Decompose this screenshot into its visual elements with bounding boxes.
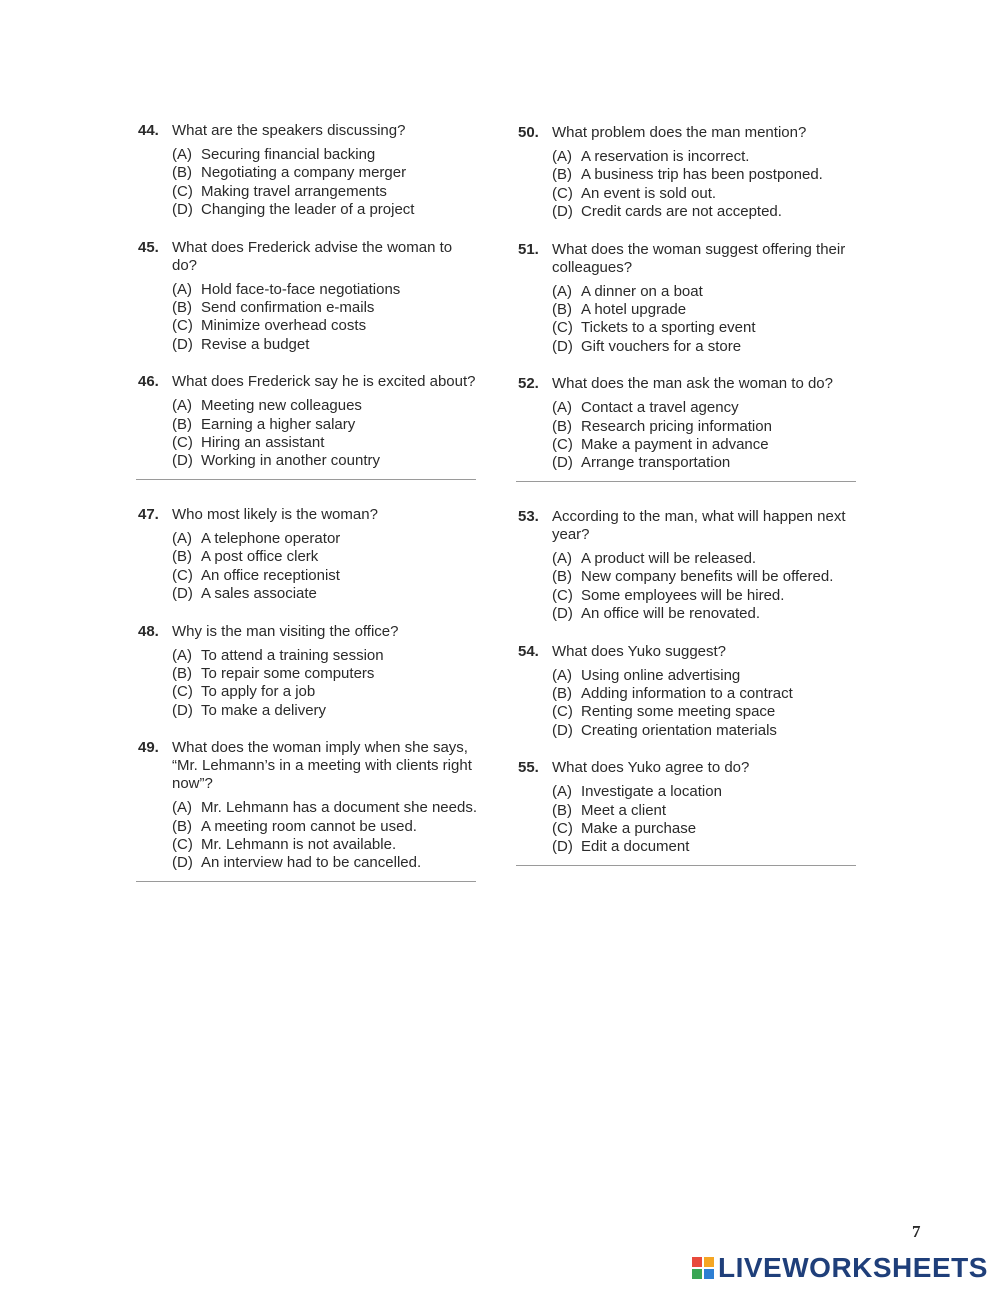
question-number: 53. [518, 507, 539, 525]
option-text: A hotel upgrade [581, 301, 687, 319]
option-letter: (D) [552, 605, 573, 623]
option-text: Hiring an assistant [201, 434, 325, 452]
option-text: Contact a travel agency [581, 399, 739, 417]
option-text: To make a delivery [201, 701, 327, 719]
option-letter: (A) [552, 399, 572, 417]
option-letter: (A) [552, 148, 572, 165]
option-text: Adding information to a contract [581, 684, 793, 702]
option-text: Tickets to a sporting event [581, 319, 756, 337]
option-text: A reservation is incorrect. [581, 148, 750, 165]
option-letter: (D) [172, 854, 193, 872]
question-53 [518, 508, 863, 624]
answer-option[interactable] [552, 319, 863, 337]
answer-option[interactable] [552, 283, 863, 301]
question-44 [138, 122, 478, 220]
answer-option[interactable] [552, 338, 863, 356]
answer-options [172, 397, 478, 471]
answer-option[interactable] [552, 605, 863, 623]
option-text: An interview had to be cancelled. [201, 854, 422, 872]
question-46 [138, 373, 478, 471]
question-49 [138, 739, 478, 873]
brand-name: LIVEWORKSHEETS [718, 1252, 988, 1283]
logo-square [692, 1269, 702, 1279]
question-number: 48. [138, 622, 159, 640]
answer-options [552, 550, 863, 624]
question-47 [138, 506, 478, 604]
answer-option[interactable] [552, 802, 863, 820]
question-text: What does Yuko suggest? [552, 642, 727, 660]
option-text: A meeting room cannot be used. [201, 817, 417, 835]
option-letter: (B) [172, 415, 192, 433]
option-letter: (D) [172, 701, 193, 719]
logo-square [692, 1257, 702, 1267]
answer-option[interactable] [172, 854, 478, 872]
option-text: Mr. Lehmann is not available. [201, 835, 397, 853]
answer-option[interactable] [172, 397, 478, 415]
question-number: 51. [518, 240, 539, 258]
option-letter: (C) [552, 436, 573, 454]
question-heading [518, 643, 863, 661]
question-heading [138, 122, 478, 140]
answer-option[interactable] [552, 820, 863, 838]
answer-option[interactable] [172, 183, 478, 201]
answer-option[interactable] [172, 567, 478, 585]
answer-option[interactable] [172, 818, 478, 836]
question-number: 54. [518, 642, 539, 660]
question-heading [518, 241, 863, 277]
option-text: Some employees will be hired. [581, 586, 785, 604]
answer-option[interactable] [172, 548, 478, 566]
option-letter: (D) [552, 203, 573, 221]
answer-option[interactable] [552, 722, 863, 740]
option-text: Send confirmation e-mails [201, 299, 375, 317]
answer-option[interactable] [552, 454, 863, 472]
answer-option[interactable] [552, 399, 863, 417]
question-heading [138, 239, 478, 275]
question-number: 45. [138, 238, 159, 256]
option-text: Arrange transportation [581, 454, 731, 472]
question-text: What does the man ask the woman to do? [552, 375, 833, 393]
option-letter: (C) [172, 835, 193, 853]
answer-option[interactable] [552, 166, 863, 184]
option-text: Research pricing information [581, 417, 772, 435]
option-text: Securing financial backing [201, 146, 376, 163]
option-text: Meet a client [581, 801, 667, 819]
answer-option[interactable] [172, 452, 478, 470]
option-letter: (B) [552, 166, 572, 184]
question-51 [518, 241, 863, 357]
option-letter: (C) [172, 683, 193, 701]
option-letter: (B) [552, 301, 572, 319]
question-number: 49. [138, 739, 159, 757]
option-letter: (A) [172, 529, 192, 547]
option-letter: (C) [172, 434, 193, 452]
question-text: What are the speakers discussing? [172, 122, 406, 139]
question-text: What problem does the man mention? [552, 124, 807, 141]
option-text: To attend a training session [201, 646, 384, 664]
answer-options [172, 647, 478, 721]
option-text: Working in another country [201, 452, 380, 470]
answer-option[interactable] [172, 281, 478, 299]
answer-option[interactable] [552, 685, 863, 703]
answer-option[interactable] [552, 203, 863, 221]
option-text: An event is sold out. [581, 184, 717, 202]
answer-option[interactable] [172, 336, 478, 354]
answer-option[interactable] [552, 550, 863, 568]
question-number: 55. [518, 759, 539, 777]
question-text: What does Yuko agree to do? [552, 759, 750, 777]
answer-option[interactable] [172, 585, 478, 603]
answer-options [172, 530, 478, 604]
option-letter: (A) [552, 783, 572, 801]
question-number: 44. [138, 122, 159, 139]
section-divider [136, 479, 476, 480]
option-letter: (A) [172, 646, 192, 664]
question-heading [138, 623, 478, 641]
logo-square [704, 1257, 714, 1267]
answer-option[interactable] [172, 146, 478, 164]
option-letter: (A) [172, 397, 192, 415]
answer-option[interactable] [552, 301, 863, 319]
question-text: What does Frederick say he is excited about? [172, 373, 476, 391]
option-letter: (A) [172, 146, 192, 163]
answer-option[interactable] [172, 647, 478, 665]
option-letter: (C) [552, 703, 573, 721]
question-48 [138, 623, 478, 721]
answer-option[interactable] [552, 148, 863, 166]
answer-option[interactable] [552, 838, 863, 856]
answer-option[interactable] [552, 568, 863, 586]
option-letter: (D) [552, 337, 573, 355]
answer-option[interactable] [552, 436, 863, 454]
option-letter: (A) [552, 282, 572, 300]
question-heading [138, 739, 478, 793]
answer-option[interactable] [172, 299, 478, 317]
answer-option[interactable] [172, 799, 478, 817]
question-heading [518, 759, 863, 777]
option-letter: (D) [552, 721, 573, 739]
logo-square [704, 1269, 714, 1279]
answer-options [172, 146, 478, 220]
question-52 [518, 375, 863, 473]
question-heading [518, 508, 863, 544]
answer-options [552, 399, 863, 473]
question-heading [518, 124, 863, 142]
question-text: Who most likely is the woman? [172, 505, 378, 523]
option-text: Renting some meeting space [581, 703, 776, 721]
option-letter: (C) [552, 819, 573, 837]
answer-option[interactable] [172, 434, 478, 452]
option-text: Meeting new colleagues [201, 397, 362, 415]
option-text: Making travel arrangements [201, 182, 387, 200]
left-question-column [138, 122, 478, 908]
question-50 [518, 124, 863, 222]
option-text: Make a purchase [581, 819, 697, 837]
option-text: A product will be released. [581, 549, 757, 567]
option-letter: (D) [172, 452, 193, 470]
question-heading [518, 375, 863, 393]
answer-options [552, 148, 863, 222]
option-letter: (B) [552, 801, 572, 819]
option-letter: (C) [172, 566, 193, 584]
option-text: A sales associate [201, 585, 317, 603]
right-question-column [518, 124, 863, 892]
answer-option[interactable] [172, 416, 478, 434]
answer-options [552, 283, 863, 357]
page-number: 7 [912, 1222, 921, 1241]
section-divider [516, 481, 856, 482]
option-text: Hold face-to-face negotiations [201, 280, 401, 298]
option-text: Make a payment in advance [581, 436, 769, 454]
question-number: 50. [518, 124, 539, 141]
option-text: A post office clerk [201, 548, 319, 566]
section-divider [516, 865, 856, 866]
option-letter: (D) [172, 201, 193, 219]
option-letter: (A) [172, 280, 192, 298]
option-letter: (A) [552, 549, 572, 567]
option-text: Using online advertising [581, 666, 741, 684]
option-letter: (B) [172, 299, 192, 317]
option-text: A telephone operator [201, 529, 341, 547]
answer-option[interactable] [552, 185, 863, 203]
option-text: An office will be renovated. [581, 605, 760, 623]
option-letter: (D) [172, 585, 193, 603]
option-text: Revise a budget [201, 335, 310, 353]
option-letter: (D) [552, 454, 573, 472]
option-letter: (B) [172, 548, 192, 566]
section-divider [136, 881, 476, 882]
option-text: Edit a document [581, 838, 690, 856]
option-text: Negotiating a company merger [201, 164, 407, 182]
question-45 [138, 239, 478, 355]
option-text: New company benefits will be offered. [581, 568, 834, 586]
answer-option[interactable] [172, 530, 478, 548]
answer-options [552, 783, 863, 857]
liveworksheets-logo[interactable] [692, 1253, 988, 1283]
option-letter: (C) [552, 586, 573, 604]
question-text: What does the woman imply when she says, “Mr. Lehmann’s in a meeting with clients right now”? [172, 739, 472, 793]
answer-option[interactable] [172, 683, 478, 701]
answer-option[interactable] [172, 164, 478, 182]
option-letter: (C) [172, 317, 193, 335]
option-letter: (B) [552, 684, 572, 702]
question-heading [138, 506, 478, 524]
option-text: Gift vouchers for a store [581, 337, 742, 355]
option-text: Earning a higher salary [201, 415, 356, 433]
question-text: What does Frederick advise the woman to do? [172, 238, 453, 274]
question-55 [518, 759, 863, 857]
option-text: Changing the leader of a project [201, 201, 415, 219]
answer-option[interactable] [552, 587, 863, 605]
answer-option[interactable] [172, 201, 478, 219]
answer-option[interactable] [552, 667, 863, 685]
question-number: 46. [138, 373, 159, 391]
logo-icon [692, 1257, 714, 1279]
question-text: Why is the man visiting the office? [172, 622, 399, 640]
option-letter: (C) [172, 182, 193, 200]
answer-option[interactable] [172, 836, 478, 854]
question-number: 47. [138, 505, 159, 523]
option-text: Minimize overhead costs [201, 317, 367, 335]
option-letter: (A) [172, 799, 192, 817]
option-text: Creating orientation materials [581, 721, 777, 739]
option-text: A business trip has been postponed. [581, 166, 823, 184]
question-heading [138, 373, 478, 391]
option-text: Investigate a location [581, 783, 722, 801]
answer-option[interactable] [552, 418, 863, 436]
question-number: 52. [518, 375, 539, 393]
option-letter: (C) [552, 319, 573, 337]
option-text: To apply for a job [201, 683, 316, 701]
option-text: Mr. Lehmann has a document she needs. [201, 799, 478, 817]
option-letter: (C) [552, 184, 573, 202]
option-text: Credit cards are not accepted. [581, 203, 782, 221]
question-text: What does the woman suggest offering their colleagues? [552, 240, 846, 276]
answer-option[interactable] [552, 783, 863, 801]
option-letter: (B) [172, 164, 192, 182]
option-text: An office receptionist [201, 566, 340, 584]
option-text: A dinner on a boat [581, 282, 703, 300]
option-letter: (A) [552, 666, 572, 684]
answer-option[interactable] [172, 665, 478, 683]
question-text: According to the man, what will happen next year? [552, 507, 846, 543]
option-letter: (B) [172, 817, 192, 835]
option-letter: (B) [172, 664, 192, 682]
option-letter: (B) [552, 568, 572, 586]
answer-option[interactable] [172, 317, 478, 335]
answer-option[interactable] [552, 703, 863, 721]
question-54 [518, 643, 863, 741]
answer-options [172, 799, 478, 873]
option-text: To repair some computers [201, 664, 375, 682]
answer-option[interactable] [172, 702, 478, 720]
option-letter: (D) [172, 335, 193, 353]
answer-options [552, 667, 863, 741]
answer-options [172, 281, 478, 355]
option-letter: (D) [552, 838, 573, 856]
option-letter: (B) [552, 417, 572, 435]
